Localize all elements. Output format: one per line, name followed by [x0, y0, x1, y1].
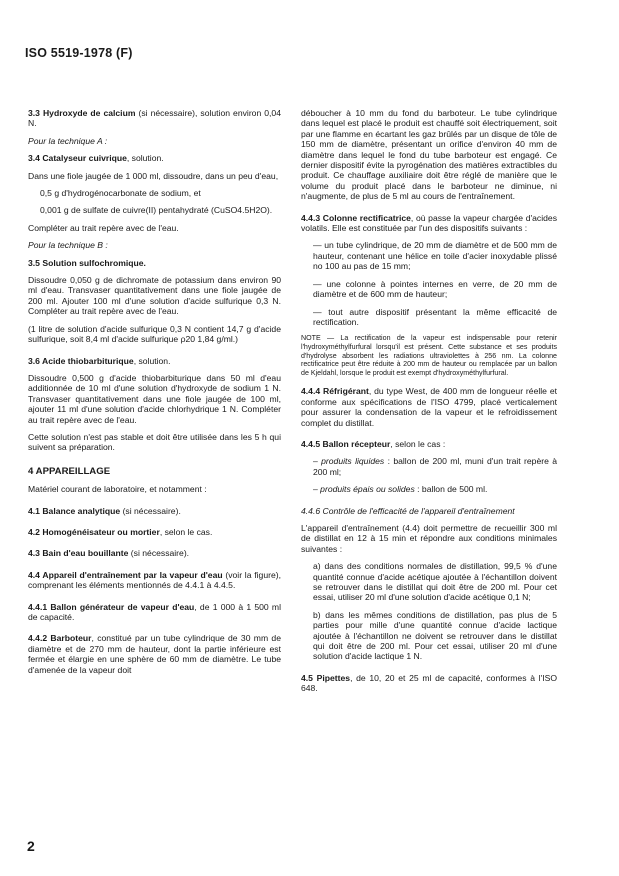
- section-3-3-text: (si nécessaire), solution environ 0,04 N.: [28, 108, 281, 129]
- section-4-4-3-text: , où passe la vapeur chargée d'acides volatils. Elle est constituée par l'un des dispositifs suivants :: [301, 212, 557, 234]
- paragraph: Dissoudre 0,050 g de dichromate de potassium dans environ 90 ml d'eau. Transvaser quantitativement dans une fiole jaugée de 200 ml. Ajouter 100 ml d'une solution d'acide sulfurique 0,3 N. Compléter au trait repère avec de l'eau.: [28, 275, 281, 317]
- paragraph: Matériel courant de laboratoire, et notamment :: [28, 484, 207, 495]
- paragraph: Dans une fiole jaugée de 1 000 ml, dissoudre, dans un peu d'eau,: [28, 170, 279, 181]
- section-4-4-6-title: 4.4.6 Contrôle de l'efficacité de l'appareil d'entraînement: [301, 505, 515, 516]
- list-item: b) dans les mêmes conditions de distillation, pas plus de 5 parties pour mille d'une quantité connue d'acide lactique ajoutée à l'échantillon ne doivent se retrouver dans le distillat qui doit être de 200 ml. Pour cet essai, utiliser 20 ml d'une solution d'acide lactique 1 N.: [313, 609, 557, 662]
- page-number: 2: [27, 838, 35, 854]
- section-4-4-5-text: , selon le cas :: [390, 438, 446, 449]
- list-item: – produits épais ou solides : ballon de 500 ml.: [313, 484, 488, 495]
- note: NOTE — La rectification de la vapeur est indispensable pour retenir l'hydroxyméthylfurfural lorsqu'il est présent. Cette substance et ses produits d'hydrolyse absorbent les radiations ultraviolettes à 256 nm. La colonne rectificatrice peut être réduite à 200 mm de hauteur ou remplacée par un ballon de Kjeldahl, lorsque le produit est exempt d'hydroxyméthylfurfural.: [301, 334, 557, 377]
- paragraph: Cette solution n'est pas stable et doit être utilisée dans les 5 h qui suivent sa préparation.: [28, 431, 281, 453]
- section-3-4-title: 3.4 Catalyseur cuivrique: [28, 153, 127, 164]
- list-item: — un tube cylindrique, de 20 mm de diamètre et de 500 mm de hauteur, contenant une hélice en toile d'acier inoxydable plissé no 100 au pas de 15 mm;: [313, 240, 557, 272]
- section-4-2: [28, 527, 281, 537]
- section-4-4-3-title: 4.4.3 Colonne rectificatrice: [301, 212, 411, 223]
- list-item: a) dans des conditions normales de distillation, 99,5 % d'une quantité connue d'acide acétique ajoutée à l'échantillon doivent se retrouver dans le distillat qui doit être de 200 ml. Pour cet essai, utiliser 20 ml d'une solution d'acide acétique 0,1 N;: [313, 561, 557, 603]
- section-4-4-3: [301, 213, 557, 234]
- paragraph: (1 litre de solution d'acide sulfurique 0,3 N contient 14,7 g d'acide sulfurique, soit 8,4 ml d'acide sulfurique ρ20 1,84 g/ml.): [28, 323, 281, 345]
- section-3-6-title: 3.6 Acide thiobarbiturique: [28, 355, 134, 366]
- paragraph: 0,5 g d'hydrogénocarbonate de sodium, et: [40, 188, 201, 199]
- section-4-4-4-text: , du type West, de 400 mm de longueur réelle et conforme aux spécifications de l'ISO 4799, placé verticalement pour assurer la condensation de la vapeur et le refroidissement complet du distillat.: [301, 386, 557, 428]
- section-4-3: [28, 548, 281, 558]
- paragraph: L'appareil d'entraînement (4.4) doit permettre de recueillir 300 ml de distillat en 12 à 15 min et répondre aux conditions minimales suivantes :: [301, 522, 557, 554]
- section-4-2-title: 4.2 Homogénéisateur ou mortier: [28, 526, 160, 537]
- section-3-3-title: 3.3 Hydroxyde de calcium: [28, 108, 136, 118]
- section-4-3-text: (si nécessaire).: [128, 548, 190, 559]
- section-4-5: [301, 673, 557, 694]
- list-item-text: : ballon de 200 ml, muni d'un trait repère à 200 ml;: [313, 456, 557, 477]
- list-item: — tout autre dispositif présentant la même efficacité de rectification.: [313, 306, 557, 327]
- section-4-1-text: (si nécessaire).: [120, 505, 181, 516]
- section-3-3: [28, 108, 281, 129]
- list-item: – produits liquides : ballon de 200 ml, muni d'un trait repère à 200 ml;: [313, 456, 557, 477]
- section-3-4-text: , solution.: [126, 153, 164, 164]
- technique-b-label: Pour la technique B :: [28, 240, 108, 251]
- list-item-label: produits liquides: [321, 456, 385, 467]
- section-4-title: 4 APPAREILLAGE: [28, 465, 111, 477]
- section-4-4-title: 4.4 Appareil d'entraînement par la vapeur d'eau: [28, 569, 223, 580]
- section-4-5-title: 4.5 Pipettes: [301, 672, 351, 683]
- section-4-4-5: [301, 439, 557, 449]
- paragraph: Compléter au trait repère avec de l'eau.: [28, 222, 179, 233]
- section-4-1-title: 4.1 Balance analytique: [28, 505, 121, 516]
- section-4-4-5-title: 4.4.5 Ballon récepteur: [301, 438, 391, 449]
- section-4-4-4-title: 4.4.4 Réfrigérant: [301, 386, 369, 397]
- paragraph: déboucher à 10 mm du fond du barboteur. Le tube cylindrique dans lequel est placé le produit est chauffé soit électriquement, soit par une flamme en écartant les gaz brûlés par un disque de tôle de 150 mm de diamètre, présentant un orifice d'environ 40 mm de diamètre dans lequel le fond du tube barboteur est engagé. Ce dernier dispositif évite la pyrogénation des matières extractibles du produit. Ce chauffage auxiliaire doit être réglé de manière que le volume du produit placé dans le barboteur ne diminue, ni n'augmente, de plus de 5 ml au cours de l'entraînement.: [301, 108, 557, 202]
- section-3-4: [28, 153, 281, 163]
- left-column: [28, 108, 281, 682]
- section-3-5-title: 3.5 Solution sulfochromique.: [28, 257, 146, 268]
- section-4-4-text: (voir la figure), comprenant les éléments mentionnés de 4.4.1 à 4.4.5.: [28, 569, 281, 591]
- section-4-4-4: [301, 386, 557, 428]
- paragraph: Dissoudre 0,500 g d'acide thiobarbiturique dans 50 ml d'eau additionnée de 10 ml d'une solution d'hydroxyde de sodium 1 N. Transvaser quantitativement dans une fiole jaugée de 100 ml, ajouter 11 ml d'une solution d'acide chlorhydrique 1 N. Compléter au trait repère avec de l'eau.: [28, 372, 281, 425]
- section-3-6-text: , solution.: [133, 355, 171, 366]
- list-item: — une colonne à pointes internes en verre, de 20 mm de diamètre et de 600 mm de hauteur;: [313, 278, 557, 300]
- section-4-4-2: [28, 633, 281, 675]
- section-3-6: [28, 356, 281, 366]
- section-4-3-title: 4.3 Bain d'eau bouillante: [28, 548, 129, 559]
- section-4-4-2-text: , constitué par un tube cylindrique de 30 mm de diamètre et de 270 mm de hauteur, dont la partie inférieure est fermée et élargie en une sphère de 60 mm de diamètre. Le tube d'amenée de la vapeur doit: [28, 633, 281, 675]
- document-header: ISO 5519-1978 (F): [25, 46, 133, 60]
- list-item-label: produits épais ou solides: [320, 484, 415, 495]
- technique-a-label: Pour la technique A :: [28, 135, 108, 146]
- section-4-2-text: , selon le cas.: [159, 526, 213, 537]
- right-column: [301, 108, 557, 701]
- section-4-4-1: [28, 602, 281, 623]
- section-4-4: [28, 570, 281, 591]
- section-4-5-text: , de 10, 20 et 25 ml de capacité, conformes à l'ISO 648.: [301, 672, 558, 694]
- list-item-text: : ballon de 500 ml.: [414, 484, 488, 495]
- section-4-4-1-text: , de 1 000 à 1 500 ml de capacité.: [28, 601, 281, 622]
- section-4-4-1-title: 4.4.1 Ballon générateur de vapeur d'eau: [28, 601, 195, 612]
- section-4-1: [28, 506, 281, 516]
- section-4-4-2-title: 4.4.2 Barboteur: [28, 633, 92, 644]
- paragraph: 0,001 g de sulfate de cuivre(II) pentahydraté (CuSO4.5H2O).: [40, 205, 273, 216]
